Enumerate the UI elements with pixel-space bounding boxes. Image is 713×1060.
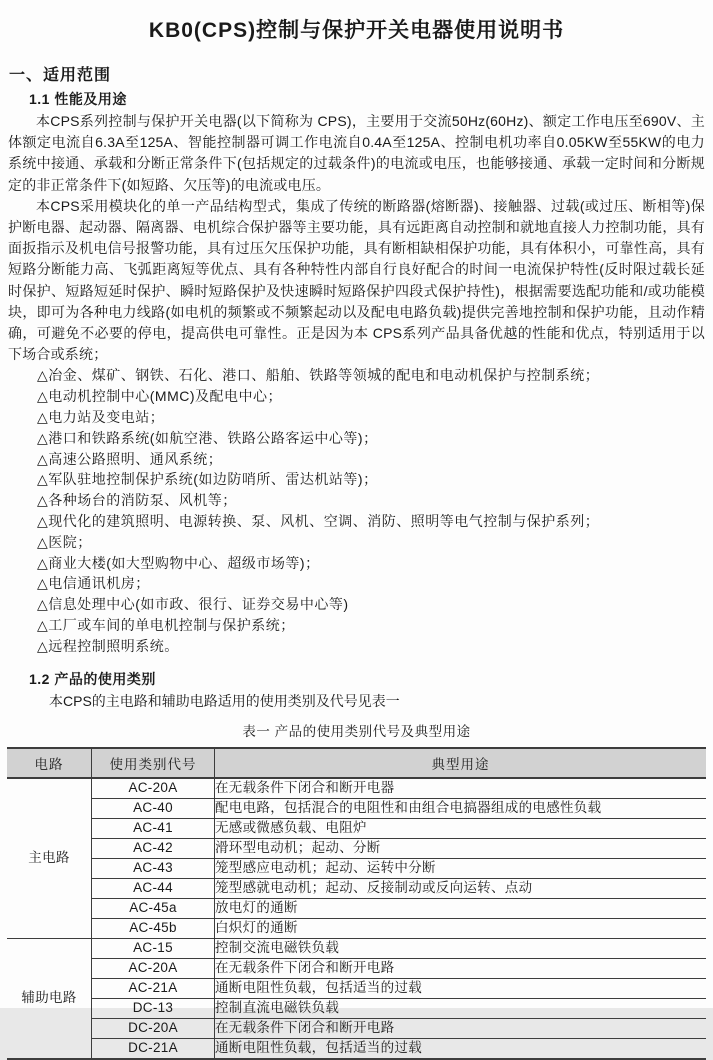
application-list-item: △商业大楼(如大型购物中心、超级市场等)； bbox=[37, 554, 320, 571]
category-code-cell: AC-20A bbox=[92, 958, 215, 978]
category-code-cell: AC-42 bbox=[92, 838, 215, 858]
document-title: KB0(CPS)控制与保护开关电器使用说明书 bbox=[148, 19, 565, 42]
table-row bbox=[7, 798, 706, 818]
application-list-item: △工厂或车间的单电机控制与保护系统； bbox=[37, 617, 295, 633]
table-row bbox=[7, 938, 706, 958]
application-list-item: △港口和铁路系统(如航空港、铁路公路客运中心等)； bbox=[37, 429, 378, 446]
table-row bbox=[7, 858, 706, 878]
application-list-item: △信息处理中心(如市政、很行、证券交易中心等) bbox=[37, 596, 349, 613]
application-list-item: △军队驻地控制保护系统(如边防哨所、雷达机站等)； bbox=[37, 471, 378, 488]
category-code-cell: DC-21A bbox=[92, 1038, 215, 1059]
category-code-cell: DC-20A bbox=[92, 1018, 215, 1038]
typical-use-cell: 在无载条件下闭合和断开电路 bbox=[215, 1018, 707, 1038]
table-caption: 表一 产品的使用类别代号及典型用途 bbox=[242, 723, 471, 739]
typical-use-cell: 通断电阻性负载，包括适当的过载 bbox=[215, 978, 707, 998]
application-list-item: △电力站及变电站； bbox=[37, 409, 165, 426]
table-row bbox=[7, 818, 706, 838]
category-code-cell: AC-40 bbox=[92, 798, 215, 818]
typical-use-cell: 控制直流电磁铁负载 bbox=[215, 998, 707, 1018]
category-code-cell: AC-20A bbox=[92, 778, 215, 799]
typical-use-cell: 笼型感就电动机；起动、反接制动或反向运转、点动 bbox=[215, 878, 707, 898]
usage-category-table bbox=[7, 747, 706, 1060]
application-list-item: △高速公路照明、通风系统； bbox=[37, 450, 223, 467]
section-1-1-heading: 1.1 性能及用途 bbox=[29, 91, 127, 107]
category-code-cell: AC-45b bbox=[92, 918, 215, 938]
table-row bbox=[7, 1038, 706, 1059]
category-code-cell: AC-41 bbox=[92, 818, 215, 838]
application-list-item: △冶金、煤矿、钢铁、石化、港口、船舶、铁路等领城的配电和电动机保护与控制系统； bbox=[37, 367, 600, 384]
circuit-group-cell: 主电路 bbox=[7, 778, 92, 939]
table-row bbox=[7, 958, 706, 978]
section-1-2-heading: 1.2 产品的使用类别 bbox=[29, 670, 156, 687]
table-row bbox=[7, 838, 706, 858]
typical-use-cell: 白炽灯的通断 bbox=[215, 918, 707, 938]
typical-use-cell: 在无载条件下闭合和断开电路 bbox=[215, 958, 707, 978]
application-list-item: △远程控制照明系统。 bbox=[37, 637, 179, 654]
paragraph-structure-features: 本CPS采用模块化的单一产品结构型式，集成了传统的断路器(熔断器)、接触器、过载(或过压、断相等)保护断电器、起动器、隔离器、电机综合保护器等主要功能，具有远距离自动控制和就地直接人力控制功能，具有面扳指示及机电信号报警功能，具有过压欠压保护功能，具有断相缺相保护功能，具有体积小，可靠性高，具有短路分断能力高、飞弧距离短等优点、具有各种特性内部自行良好配合的时间一电流保护特性(反时限过载长延时保护、短路短延时保护、瞬时短路保护及快速瞬时短路保护四段式保护持性)，根据需要选配功能和/或功能模块，即可为各种电力线路(如电机的频繁或不频繁起动以及配电电路负载)提供完善地控制和保护功能，且动作精确，可避免不必要的停电，提高供电可靠性。正是因为本 CPS系列产品具备优越的性能和优点，特别适用于以下场合或系统； bbox=[8, 197, 705, 363]
application-list-item: △现代化的建筑照明、电源转换、泵、风机、空调、消防、照明等电气控制与保护系列； bbox=[37, 513, 600, 530]
table-row bbox=[7, 998, 706, 1018]
category-code-cell: AC-15 bbox=[92, 938, 215, 958]
application-list-item: △电信通讯机房； bbox=[37, 575, 150, 592]
application-list-item: △各种场台的消防泵、风机等； bbox=[37, 492, 237, 509]
typical-use-cell: 滑环型电动机；起动、分断 bbox=[215, 838, 707, 858]
col-header-category-code: 使用类别代号 bbox=[92, 748, 215, 778]
table-row bbox=[7, 1018, 706, 1038]
typical-use-cell: 笼型感应电动机；起动、运转中分断 bbox=[215, 858, 707, 878]
col-header-typical-use: 典型用途 bbox=[215, 748, 707, 778]
typical-use-cell: 通断电阻性负载，包括适当的过载 bbox=[215, 1038, 707, 1059]
category-code-cell: AC-45a bbox=[92, 898, 215, 918]
application-list-item: △电动机控制中心(MMC)及配电中心； bbox=[37, 388, 283, 405]
typical-use-cell: 控制交流电磁铁负载 bbox=[215, 938, 707, 958]
table-intro-text: 本CPS的主电路和辅助电路适用的使用类别及代号见表一 bbox=[49, 692, 400, 709]
category-code-cell: AC-43 bbox=[92, 858, 215, 878]
typical-use-cell: 无感或微感负载、电阻炉 bbox=[215, 818, 707, 838]
typical-use-cell: 在无载条件下闭合和断开电器 bbox=[215, 778, 707, 799]
typical-use-cell: 放电灯的通断 bbox=[215, 898, 707, 918]
typical-use-cell: 配电电路，包括混合的电阻性和由组合电搞器组成的电感性负载 bbox=[215, 798, 707, 818]
table-header-row bbox=[7, 748, 706, 778]
category-code-cell: DC-13 bbox=[92, 998, 215, 1018]
section-1-heading: 一、适用范围 bbox=[9, 67, 112, 84]
table-row bbox=[7, 978, 706, 998]
table-row bbox=[7, 778, 706, 799]
application-list-item: △医院； bbox=[37, 533, 92, 550]
category-code-cell: AC-21A bbox=[92, 978, 215, 998]
table-row bbox=[7, 918, 706, 938]
application-list bbox=[37, 365, 706, 656]
circuit-group-cell: 辅助电路 bbox=[7, 938, 92, 1059]
category-code-cell: AC-44 bbox=[92, 878, 215, 898]
col-header-circuit: 电路 bbox=[7, 748, 92, 778]
paragraph-performance-overview: 本CPS系列控制与保护开关电器(以下简称为 CPS)，主要用于交流50Hz(60Hz)、额定工作电压至690V、主体额定电流自6.3A至125A、智能控制器可调工作电流自0.4A至125A、控制电机功率自0.05KW至55KW的电力系统中接通、承载和分断正常条件下(包括规定的过载条件)的电流或电压，也能够接通、承载一定时间和分断规定的非正常条件下(如短路、欠压等)的电流或电压。 bbox=[8, 113, 705, 193]
table-row bbox=[7, 898, 706, 918]
table-row bbox=[7, 878, 706, 898]
